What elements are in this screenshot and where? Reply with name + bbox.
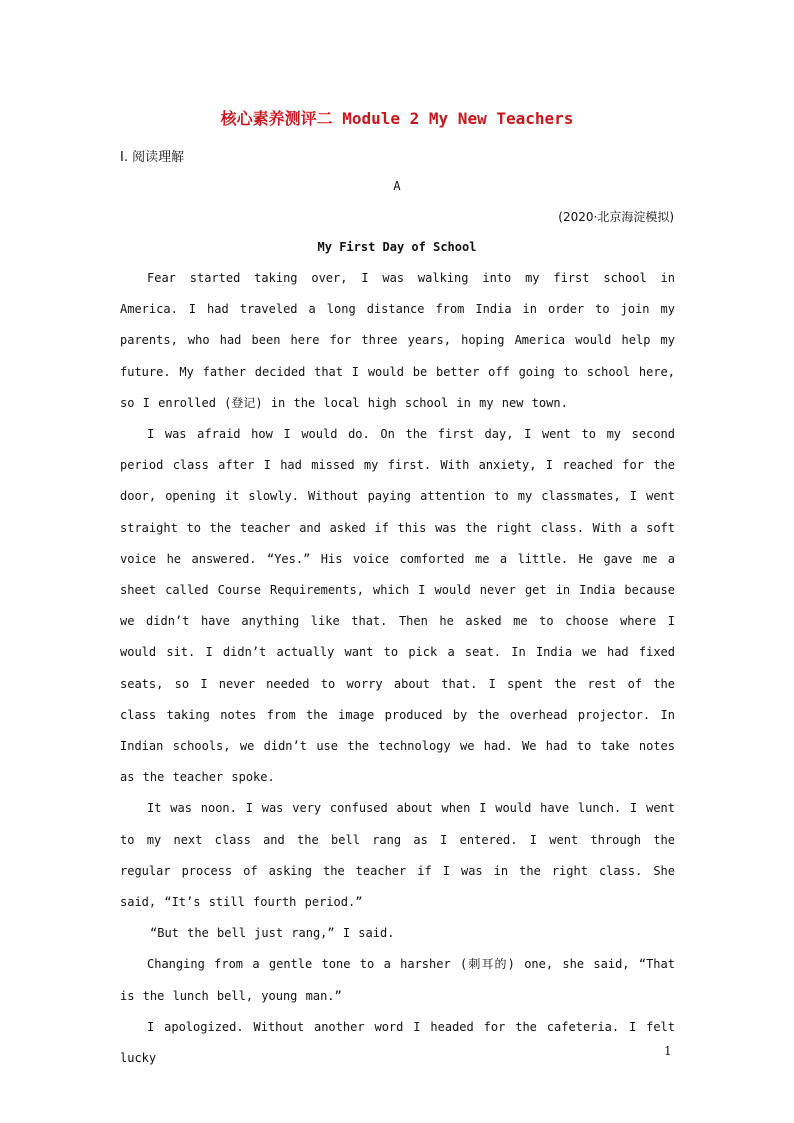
paragraph: It was noon. I was very confused about when I would have lunch. I went to my next class and the bell rang as I entered. I went through the regular process of asking the teacher if I was in the right class. She said, “It’s still fourth period.” [120,801,675,910]
paragraph: I apologized. Without another word I headed for the cafeteria. I felt lucky [120,1019,675,1066]
article-title: My First Day of School [317,240,477,254]
paragraph: Fear started taking over, I was walking into my first school in America. I had traveled a long distance from India in order to join my parents, who had been here for three years, hoping America would help my future. My father decided that I would be better off going to school here, so I enrolled (登记) in the local high school in my new town. [120,271,675,410]
paragraph: Changing from a gentle tone to a harsher (刺耳的) one, she said, “That is the lunch bell, young man.” [120,957,675,1003]
paragraph: I was afraid how I would do. On the first day, I went to my second period class after I had missed my first. With anxiety, I reached for the door, opening it slowly. Without paying attention to my classmates, I went straight to the teacher and asked if this was the right class. With a soft voice he answered. “Yes.” His voice comforted me a little. He gave me a sheet called Course Requirements, which I would never get in India because we didn’t have anything like that. Then he asked me to choose where I would sit. I didn’t actually want to pick a seat. In India we had fixed seats, so I never needed to worry about that. I spent the rest of the class taking notes from the image produced by the overhead projector. In Indian schools, we didn’t use the technology we had. We had to take notes as the teacher spoke. [120,427,675,785]
paragraph: “But the bell just rang,” I said. [150,926,395,941]
page-number: 1 [664,1044,672,1058]
section-heading: Ⅰ. 阅读理解 [120,150,185,165]
part-label: A [393,179,401,193]
article-body [120,263,675,1074]
page-title: 核心素养测评二 Module 2 My New Teachers [220,109,574,128]
source-note: (2020·北京海淀模拟) [558,210,674,224]
